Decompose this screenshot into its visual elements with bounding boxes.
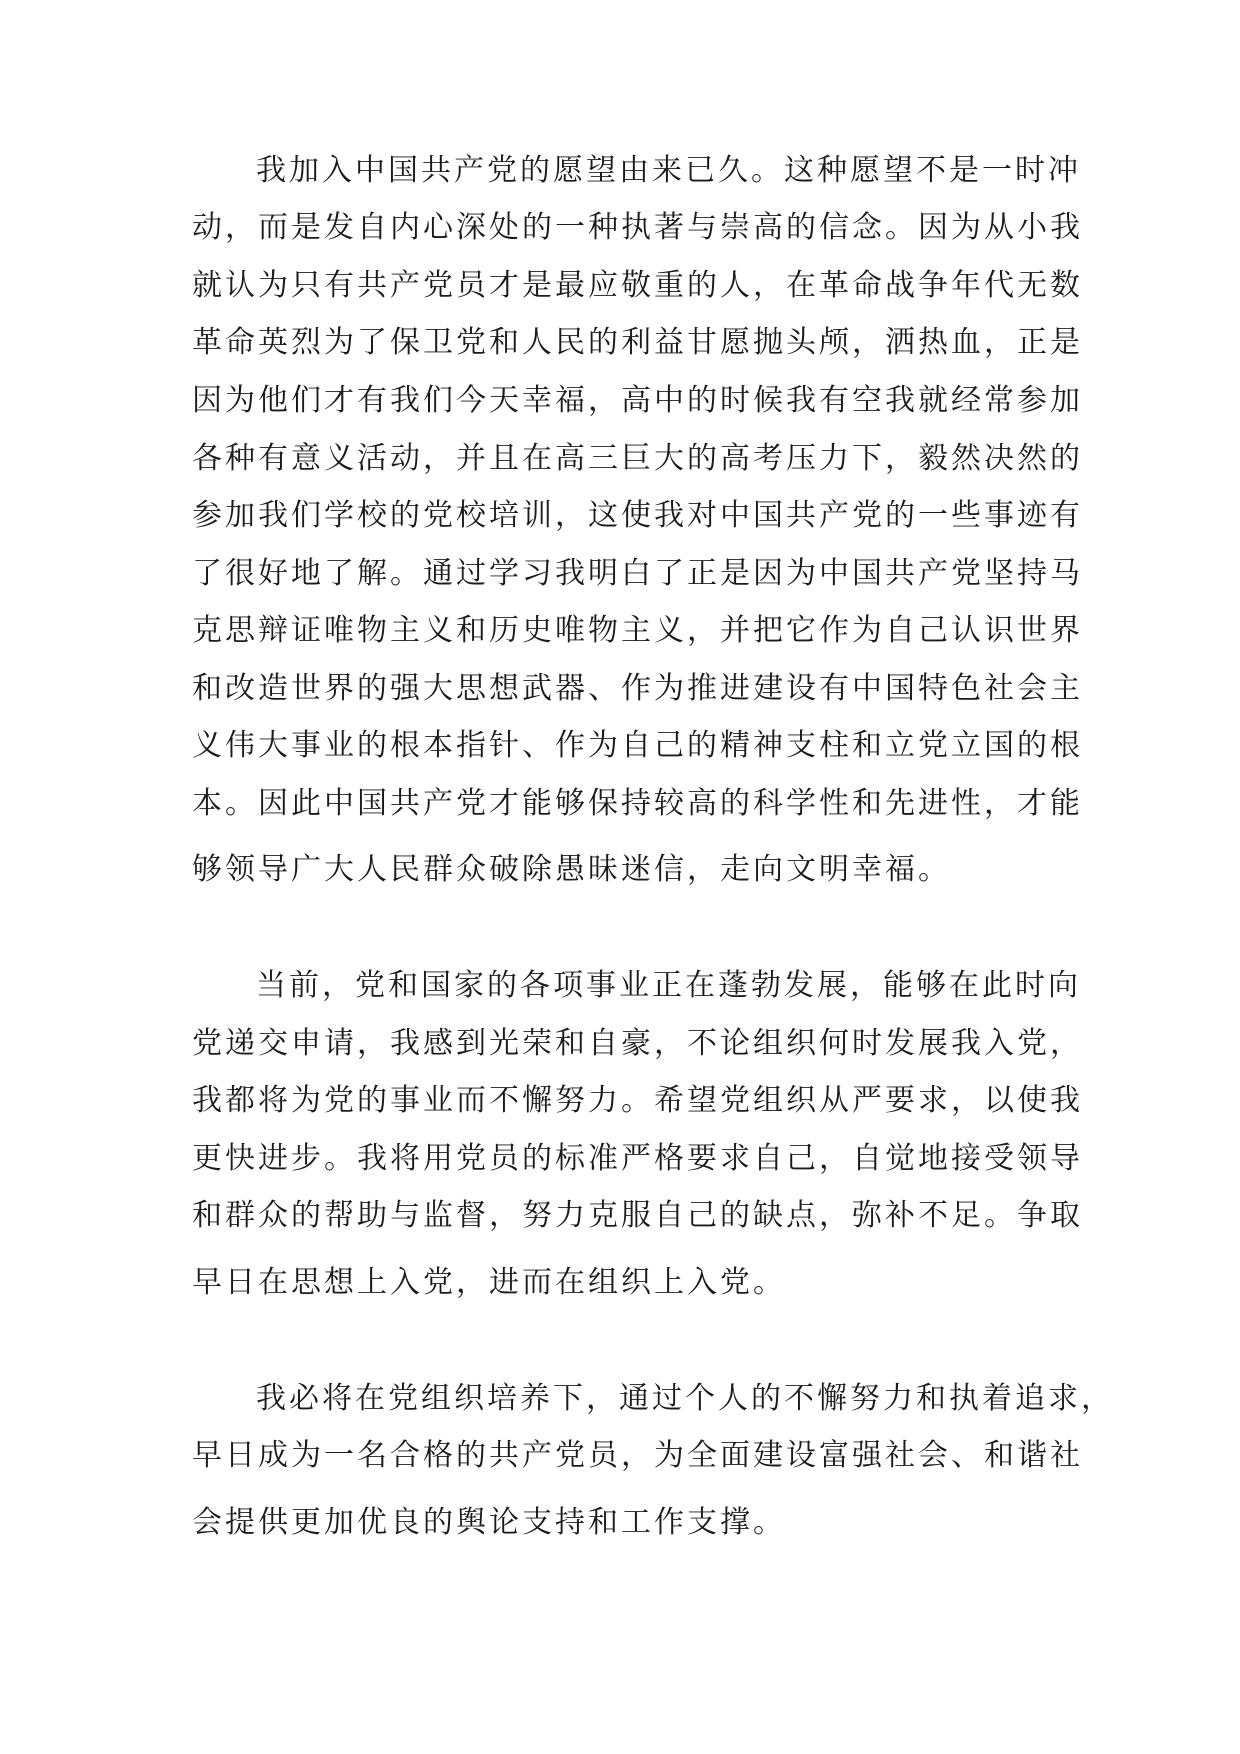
- paragraph-2-line-4: 更快进步。我将用党员的标准严格要求自己，自觉地接受领导: [192, 1141, 1083, 1176]
- paragraph-1-line-4: 革命英烈为了保卫党和人民的利益甘愿抛头颅，洒热血，正是: [192, 325, 1083, 360]
- paragraph-1-line-9: 克思辩证唯物主义和历史唯物主义，并把它作为自己认识世界: [192, 613, 1083, 648]
- paragraph-1-line-1: 我加入中国共产党的愿望由来已久。这种愿望不是一时冲: [256, 153, 1081, 188]
- paragraph-2-line-2: 党递交申请，我感到光荣和自豪，不论组织何时发展我入党，: [192, 1026, 1083, 1061]
- paragraph-1-line-10: 和改造世界的强大思想武器、作为推进建设有中国特色社会主: [192, 671, 1083, 706]
- paragraph-1-line-6: 各种有意义活动，并且在高三巨大的高考压力下，毅然决然的: [192, 441, 1083, 476]
- paragraph-1-line-12: 本。因此中国共产党才能够保持较高的科学性和先进性，才能: [192, 786, 1083, 821]
- paragraph-3-line-1: 我必将在党组织培养下，通过个人的不懈努力和执着追求，: [256, 1381, 1114, 1416]
- paragraph-1-line-3: 就认为只有共产党员才是最应敬重的人，在革命战争年代无数: [192, 268, 1083, 303]
- paragraph-1-line-11: 义伟大事业的根本指针、作为自己的精神支柱和立党立国的根: [192, 728, 1083, 763]
- paragraph-1-line-2: 动，而是发自内心深处的一种执著与崇高的信念。因为从小我: [192, 210, 1083, 245]
- paragraph-3-line-2: 早日成为一名合格的共产党员，为全面建设富强社会、和谐社: [192, 1438, 1083, 1473]
- paragraph-2-line-3: 我都将为党的事业而不懈努力。希望党组织从严要求，以使我: [192, 1083, 1083, 1118]
- paragraph-1-line-13: 够领导广大人民群众破除愚昧迷信，走向文明幸福。: [192, 852, 951, 887]
- paragraph-2-line-6: 早日在思想上入党，进而在组织上入党。: [192, 1265, 786, 1300]
- paragraph-2-line-5: 和群众的帮助与监督，努力克服自己的缺点，弥补不足。争取: [192, 1198, 1083, 1233]
- paragraph-1-line-5: 因为他们才有我们今天幸福，高中的时候我有空我就经常参加: [192, 383, 1083, 418]
- paragraph-1-line-8: 了很好地了解。通过学习我明白了正是因为中国共产党坚持马: [192, 556, 1083, 591]
- paragraph-1-line-7: 参加我们学校的党校培训，这使我对中国共产党的一些事迹有: [192, 498, 1083, 533]
- paragraph-2-line-1: 当前，党和国家的各项事业正在蓬勃发展，能够在此时向: [256, 968, 1081, 1003]
- paragraph-3-line-3: 会提供更加优良的舆论支持和工作支撑。: [192, 1505, 786, 1540]
